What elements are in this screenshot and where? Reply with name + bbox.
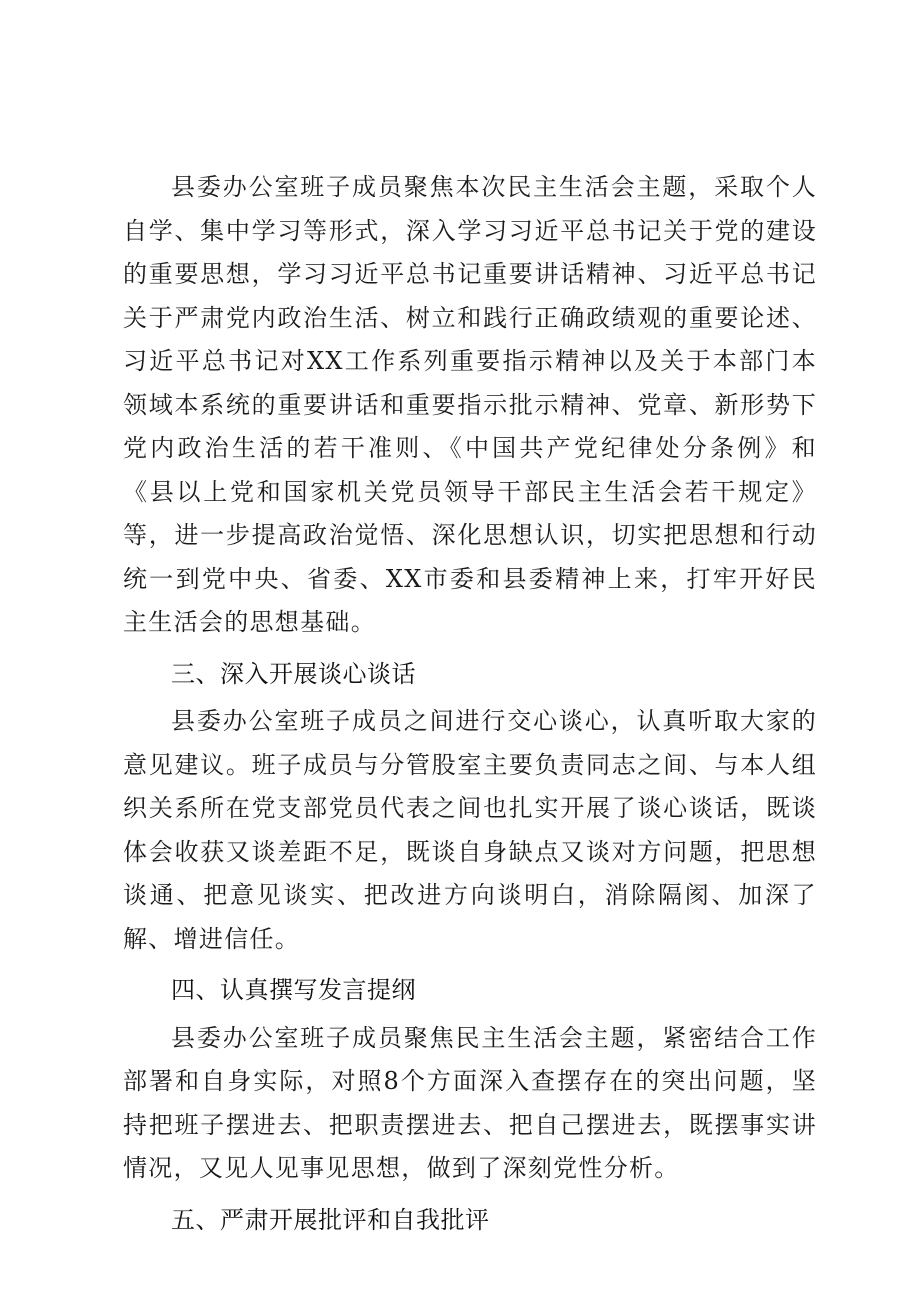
paragraph-outline: 县委办公室班子成员聚焦民主生活会主题，紧密结合工作部署和自身实际，对照8个方面深入查摆存在的突出问题，坚持把班子摆进去、把职责摆进去、把自己摆进去，既摆事实讲情况，又见人见事见思想，做到了深刻党性分析。: [123, 1023, 817, 1182]
paragraph-heart-talk: 县委办公室班子成员之间进行交心谈心，认真听取大家的意见建议。班子成员与分管股室主要负责同志之间、与本人组织关系所在党支部党员代表之间也扎实开展了谈心谈话，既谈体会收获又谈差距不足，既谈自身缺点又谈对方问题，把思想谈通、把意见谈实、把改进方向谈明白，消除隔阂、加深了解、增进信任。: [123, 707, 817, 953]
paragraph-study: 县委办公室班子成员聚焦本次民主生活会主题，采取个人自学、集中学习等形式，深入学习习近平总书记关于党的建设的重要思想，学习习近平总书记重要讲话精神、习近平总书记关于严肃党内政治生活、树立和践行正确政绩观的重要论述、习近平总书记对XX工作系列重要指示精神以及关于本部门本领域本系统的重要讲话和重要指示批示精神、党章、新形势下党内政治生活的若干准则、《中国共产党纪律处分条例》和《县以上党和国家机关党员领导干部民主生活会若干规定》等，进一步提高政治觉悟、深化思想认识，切实把思想和行动统一到党中央、省委、XX市委和县委精神上来，打牢开好民主生活会的思想基础。: [123, 173, 817, 636]
section-heading-3: 三、深入开展谈心谈话: [171, 659, 416, 688]
section-heading-4: 四、认真撰写发言提纲: [171, 976, 416, 1004]
section-heading-5: 五、严肃开展批评和自我批评: [171, 1205, 490, 1234]
document-body: [123, 166, 817, 1246]
